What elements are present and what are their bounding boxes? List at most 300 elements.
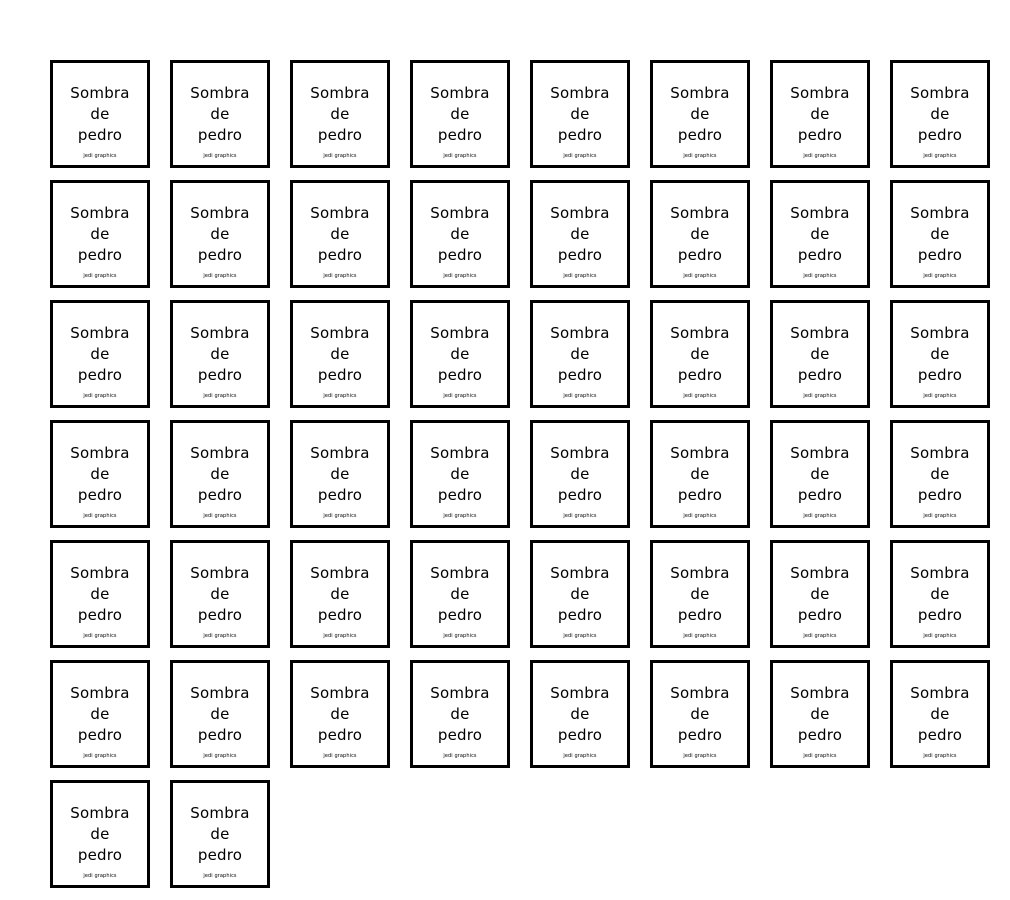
- card-footer-credit: jedi graphics: [323, 393, 357, 399]
- card[interactable]: [650, 300, 750, 408]
- card-title-line3: pedro: [677, 485, 723, 504]
- card-cell: [650, 420, 770, 540]
- card-title-line1: Sombra: [910, 443, 970, 462]
- card-title-line3: pedro: [797, 125, 843, 144]
- card-title-line2: de: [930, 224, 950, 243]
- card-title-line1: Sombra: [70, 683, 130, 702]
- card[interactable]: [170, 540, 270, 648]
- card-title-line3: pedro: [797, 365, 843, 384]
- card-cell: [410, 60, 530, 180]
- card-title-line1: Sombra: [550, 443, 610, 462]
- card-cell: [170, 540, 290, 660]
- card-footer-credit: jedi graphics: [803, 513, 837, 519]
- card-footer-credit: jedi graphics: [323, 753, 357, 759]
- card-title-line1: Sombra: [190, 443, 250, 462]
- card-title-line3: pedro: [317, 365, 363, 384]
- card[interactable]: [770, 660, 870, 768]
- card-title-line3: pedro: [557, 605, 603, 624]
- card-title-line2: de: [450, 344, 470, 363]
- card-cell: [170, 420, 290, 540]
- card-title-line1: Sombra: [70, 563, 130, 582]
- card-title-line2: de: [90, 104, 110, 123]
- card[interactable]: [170, 60, 270, 168]
- card-title-line1: Sombra: [70, 203, 130, 222]
- card-title-line2: de: [90, 704, 110, 723]
- card-title-line2: de: [450, 464, 470, 483]
- card-cell: [50, 660, 170, 780]
- card-title-line1: Sombra: [70, 83, 130, 102]
- card[interactable]: [290, 420, 390, 528]
- card-cell: [410, 180, 530, 300]
- card-footer-credit: jedi graphics: [323, 153, 357, 159]
- card[interactable]: [890, 180, 990, 288]
- card-footer-credit: jedi graphics: [83, 513, 117, 519]
- card-cell: [290, 180, 410, 300]
- card-title-line1: Sombra: [70, 323, 130, 342]
- card-footer-credit: jedi graphics: [683, 513, 717, 519]
- card-footer-credit: jedi graphics: [563, 393, 597, 399]
- card-title-line2: de: [810, 464, 830, 483]
- card-cell: [290, 300, 410, 420]
- card-title-line1: Sombra: [910, 83, 970, 102]
- card-title-line3: pedro: [917, 245, 963, 264]
- card-title-line1: Sombra: [790, 563, 850, 582]
- card-title-line3: pedro: [797, 605, 843, 624]
- card-title-line2: de: [690, 104, 710, 123]
- card[interactable]: [170, 660, 270, 768]
- card-footer-credit: jedi graphics: [923, 513, 957, 519]
- card-cell: [530, 420, 650, 540]
- card-cell: [290, 420, 410, 540]
- card-grid: [50, 60, 1010, 900]
- card-cell: [530, 60, 650, 180]
- card-title-line1: Sombra: [910, 683, 970, 702]
- card-title-line2: de: [810, 224, 830, 243]
- card-title-line2: de: [930, 584, 950, 603]
- card-title-line2: de: [570, 344, 590, 363]
- card[interactable]: [770, 60, 870, 168]
- card-footer-credit: jedi graphics: [923, 753, 957, 759]
- card-footer-credit: jedi graphics: [563, 513, 597, 519]
- card-footer-credit: jedi graphics: [83, 873, 117, 879]
- card-title-line3: pedro: [437, 365, 483, 384]
- card-title-line3: pedro: [917, 605, 963, 624]
- card-title-line2: de: [210, 344, 230, 363]
- card-cell: [290, 660, 410, 780]
- card-cell: [890, 60, 1010, 180]
- card-title-line2: de: [210, 584, 230, 603]
- card-title-line2: de: [90, 584, 110, 603]
- card-title-line2: de: [210, 104, 230, 123]
- card-title-line2: de: [210, 704, 230, 723]
- card-footer-credit: jedi graphics: [803, 393, 837, 399]
- card-cell: [890, 300, 1010, 420]
- card-cell: [410, 660, 530, 780]
- card-footer-credit: jedi graphics: [443, 633, 477, 639]
- card-title-line2: de: [330, 224, 350, 243]
- card-title-line2: de: [930, 464, 950, 483]
- card-cell: [170, 60, 290, 180]
- card-title-line2: de: [210, 224, 230, 243]
- card-cell: [50, 60, 170, 180]
- card-title-line2: de: [90, 344, 110, 363]
- card-cell: [410, 540, 530, 660]
- card-cell: [770, 180, 890, 300]
- card-title-line3: pedro: [797, 485, 843, 504]
- card-cell: [170, 780, 290, 900]
- card-title-line2: de: [450, 584, 470, 603]
- card-footer-credit: jedi graphics: [443, 153, 477, 159]
- card-cell: [650, 300, 770, 420]
- card-cell: [770, 60, 890, 180]
- card-title-line3: pedro: [557, 125, 603, 144]
- card-title-line3: pedro: [197, 485, 243, 504]
- card-title-line3: pedro: [317, 725, 363, 744]
- card-cell: [770, 420, 890, 540]
- card[interactable]: [530, 660, 630, 768]
- card-footer-credit: jedi graphics: [443, 513, 477, 519]
- card[interactable]: [170, 180, 270, 288]
- card-footer-credit: jedi graphics: [683, 153, 717, 159]
- card[interactable]: [50, 660, 150, 768]
- card-title-line3: pedro: [677, 245, 723, 264]
- card-title-line1: Sombra: [190, 83, 250, 102]
- card-footer-credit: jedi graphics: [203, 513, 237, 519]
- card-footer-credit: jedi graphics: [203, 633, 237, 639]
- card[interactable]: [530, 180, 630, 288]
- card-title-line1: Sombra: [550, 683, 610, 702]
- card-cell: [530, 540, 650, 660]
- card[interactable]: [50, 540, 150, 648]
- card-cell: [530, 300, 650, 420]
- card-title-line3: pedro: [197, 365, 243, 384]
- card-title-line2: de: [570, 704, 590, 723]
- card-footer-credit: jedi graphics: [443, 753, 477, 759]
- card[interactable]: [170, 420, 270, 528]
- card-title-line1: Sombra: [310, 443, 370, 462]
- card-title-line2: de: [90, 224, 110, 243]
- card-title-line3: pedro: [677, 725, 723, 744]
- card-footer-credit: jedi graphics: [803, 153, 837, 159]
- card-title-line3: pedro: [917, 485, 963, 504]
- card[interactable]: [650, 420, 750, 528]
- card-title-line3: pedro: [677, 365, 723, 384]
- card[interactable]: [170, 300, 270, 408]
- card-title-line1: Sombra: [670, 203, 730, 222]
- card-title-line1: Sombra: [310, 203, 370, 222]
- card[interactable]: [50, 420, 150, 528]
- card[interactable]: [50, 60, 150, 168]
- card-title-line3: pedro: [317, 125, 363, 144]
- card-footer-credit: jedi graphics: [923, 633, 957, 639]
- card-footer-credit: jedi graphics: [83, 153, 117, 159]
- card-title-line3: pedro: [77, 725, 123, 744]
- card[interactable]: [410, 540, 510, 648]
- card-title-line3: pedro: [437, 125, 483, 144]
- card-title-line3: pedro: [677, 125, 723, 144]
- card-cell: [770, 780, 890, 900]
- card-title-line3: pedro: [797, 725, 843, 744]
- card-cell: [50, 540, 170, 660]
- card-footer-credit: jedi graphics: [683, 273, 717, 279]
- card-title-line1: Sombra: [70, 803, 130, 822]
- card-title-line1: Sombra: [910, 563, 970, 582]
- card-title-line1: Sombra: [910, 203, 970, 222]
- card-title-line1: Sombra: [670, 683, 730, 702]
- card-title-line1: Sombra: [190, 323, 250, 342]
- card-title-line2: de: [930, 704, 950, 723]
- card-title-line3: pedro: [197, 725, 243, 744]
- card-title-line2: de: [690, 464, 710, 483]
- card-cell: [290, 780, 410, 900]
- card-title-line3: pedro: [437, 245, 483, 264]
- card-cell: [50, 180, 170, 300]
- card-footer-credit: jedi graphics: [683, 633, 717, 639]
- card-cell: [890, 420, 1010, 540]
- card-cell: [410, 780, 530, 900]
- card-title-line3: pedro: [77, 365, 123, 384]
- card-title-line2: de: [450, 104, 470, 123]
- card-title-line1: Sombra: [430, 83, 490, 102]
- card-title-line2: de: [570, 104, 590, 123]
- card-title-line1: Sombra: [550, 83, 610, 102]
- card-cell: [650, 60, 770, 180]
- card-title-line3: pedro: [437, 605, 483, 624]
- card[interactable]: [290, 60, 390, 168]
- card-title-line3: pedro: [677, 605, 723, 624]
- card-title-line2: de: [330, 584, 350, 603]
- card-title-line2: de: [930, 344, 950, 363]
- card[interactable]: [290, 300, 390, 408]
- card-title-line2: de: [570, 584, 590, 603]
- card-cell: [890, 780, 1010, 900]
- card-cell: [650, 660, 770, 780]
- card-title-line2: de: [570, 464, 590, 483]
- card-footer-credit: jedi graphics: [563, 633, 597, 639]
- card-title-line2: de: [690, 224, 710, 243]
- card-footer-credit: jedi graphics: [563, 753, 597, 759]
- card-footer-credit: jedi graphics: [683, 753, 717, 759]
- card[interactable]: [50, 780, 150, 888]
- card-title-line1: Sombra: [190, 683, 250, 702]
- card[interactable]: [290, 660, 390, 768]
- card-footer-credit: jedi graphics: [323, 633, 357, 639]
- card-title-line1: Sombra: [430, 323, 490, 342]
- card-title-line3: pedro: [197, 125, 243, 144]
- card-title-line2: de: [570, 224, 590, 243]
- card-title-line1: Sombra: [790, 683, 850, 702]
- card-title-line3: pedro: [77, 125, 123, 144]
- card[interactable]: [890, 420, 990, 528]
- card-title-line1: Sombra: [190, 563, 250, 582]
- card[interactable]: [50, 300, 150, 408]
- card[interactable]: [530, 420, 630, 528]
- card-title-line3: pedro: [917, 725, 963, 744]
- card-title-line1: Sombra: [190, 203, 250, 222]
- card-title-line3: pedro: [797, 245, 843, 264]
- card[interactable]: [50, 180, 150, 288]
- card-title-line3: pedro: [77, 485, 123, 504]
- card-cell: [650, 540, 770, 660]
- card-cell: [170, 180, 290, 300]
- card-title-line3: pedro: [197, 245, 243, 264]
- card-cell: [50, 420, 170, 540]
- card-cell: [410, 300, 530, 420]
- card-title-line3: pedro: [197, 845, 243, 864]
- card-footer-credit: jedi graphics: [83, 393, 117, 399]
- card-title-line3: pedro: [77, 605, 123, 624]
- card-title-line3: pedro: [317, 485, 363, 504]
- card-title-line2: de: [210, 824, 230, 843]
- card-title-line2: de: [330, 344, 350, 363]
- card-cell: [290, 540, 410, 660]
- card-cell: [890, 660, 1010, 780]
- card[interactable]: [530, 60, 630, 168]
- card-cell: [770, 660, 890, 780]
- card-footer-credit: jedi graphics: [923, 393, 957, 399]
- card-title-line1: Sombra: [550, 563, 610, 582]
- card-title-line2: de: [90, 824, 110, 843]
- card-cell: [530, 780, 650, 900]
- card-title-line2: de: [690, 584, 710, 603]
- card-title-line1: Sombra: [310, 683, 370, 702]
- card-title-line2: de: [810, 584, 830, 603]
- card[interactable]: [650, 180, 750, 288]
- card-title-line2: de: [810, 704, 830, 723]
- card-title-line2: de: [330, 464, 350, 483]
- card-footer-credit: jedi graphics: [443, 393, 477, 399]
- card-cell: [650, 780, 770, 900]
- card-title-line3: pedro: [77, 845, 123, 864]
- card[interactable]: [410, 420, 510, 528]
- card-cell: [890, 540, 1010, 660]
- card-footer-credit: jedi graphics: [443, 273, 477, 279]
- card-footer-credit: jedi graphics: [203, 753, 237, 759]
- card-title-line1: Sombra: [430, 203, 490, 222]
- card-title-line1: Sombra: [670, 443, 730, 462]
- card[interactable]: [170, 780, 270, 888]
- card-cell: [410, 420, 530, 540]
- card-title-line3: pedro: [197, 605, 243, 624]
- card-cell: [290, 60, 410, 180]
- card-cell: [770, 540, 890, 660]
- card-title-line2: de: [210, 464, 230, 483]
- card-cell: [50, 780, 170, 900]
- card[interactable]: [290, 540, 390, 648]
- card-title-line3: pedro: [557, 725, 603, 744]
- card-footer-credit: jedi graphics: [323, 513, 357, 519]
- card-title-line3: pedro: [917, 125, 963, 144]
- card-title-line3: pedro: [437, 725, 483, 744]
- card-title-line3: pedro: [77, 245, 123, 264]
- card-title-line1: Sombra: [310, 323, 370, 342]
- card-cell: [770, 300, 890, 420]
- card-cell: [890, 180, 1010, 300]
- card[interactable]: [410, 60, 510, 168]
- card-footer-credit: jedi graphics: [83, 633, 117, 639]
- card[interactable]: [770, 420, 870, 528]
- card-title-line1: Sombra: [790, 83, 850, 102]
- card-footer-credit: jedi graphics: [83, 273, 117, 279]
- card[interactable]: [530, 540, 630, 648]
- card-title-line3: pedro: [317, 605, 363, 624]
- card[interactable]: [290, 180, 390, 288]
- card-title-line1: Sombra: [550, 203, 610, 222]
- card-title-line2: de: [810, 104, 830, 123]
- card-title-line1: Sombra: [310, 83, 370, 102]
- card-cell: [530, 660, 650, 780]
- card-footer-credit: jedi graphics: [83, 753, 117, 759]
- card[interactable]: [410, 180, 510, 288]
- card-title-line1: Sombra: [670, 83, 730, 102]
- card-cell: [170, 300, 290, 420]
- card[interactable]: [530, 300, 630, 408]
- card-title-line1: Sombra: [790, 203, 850, 222]
- card-title-line1: Sombra: [430, 563, 490, 582]
- card-footer-credit: jedi graphics: [923, 273, 957, 279]
- card[interactable]: [650, 60, 750, 168]
- card-cell: [530, 180, 650, 300]
- card-footer-credit: jedi graphics: [683, 393, 717, 399]
- card-title-line2: de: [450, 224, 470, 243]
- card-title-line1: Sombra: [70, 443, 130, 462]
- card[interactable]: [770, 180, 870, 288]
- card-title-line3: pedro: [437, 485, 483, 504]
- card[interactable]: [410, 660, 510, 768]
- card-cell: [650, 180, 770, 300]
- card-title-line1: Sombra: [430, 443, 490, 462]
- card-title-line1: Sombra: [550, 323, 610, 342]
- card[interactable]: [410, 300, 510, 408]
- card-footer-credit: jedi graphics: [803, 273, 837, 279]
- card-title-line1: Sombra: [670, 323, 730, 342]
- card-footer-credit: jedi graphics: [803, 753, 837, 759]
- card-title-line2: de: [930, 104, 950, 123]
- card-title-line2: de: [810, 344, 830, 363]
- card-title-line1: Sombra: [430, 683, 490, 702]
- card[interactable]: [890, 300, 990, 408]
- card[interactable]: [890, 60, 990, 168]
- card-title-line2: de: [450, 704, 470, 723]
- card-title-line1: Sombra: [910, 323, 970, 342]
- card-title-line3: pedro: [557, 245, 603, 264]
- card-footer-credit: jedi graphics: [203, 393, 237, 399]
- card[interactable]: [770, 540, 870, 648]
- card-title-line2: de: [690, 704, 710, 723]
- card-title-line2: de: [330, 704, 350, 723]
- card-footer-credit: jedi graphics: [803, 633, 837, 639]
- card-footer-credit: jedi graphics: [923, 153, 957, 159]
- card-title-line3: pedro: [917, 365, 963, 384]
- card-footer-credit: jedi graphics: [203, 273, 237, 279]
- card[interactable]: [890, 540, 990, 648]
- card-title-line2: de: [690, 344, 710, 363]
- card-cell: [170, 660, 290, 780]
- card[interactable]: [650, 660, 750, 768]
- card-title-line2: de: [330, 104, 350, 123]
- card[interactable]: [650, 540, 750, 648]
- card-title-line3: pedro: [557, 485, 603, 504]
- card-footer-credit: jedi graphics: [323, 273, 357, 279]
- card-footer-credit: jedi graphics: [203, 873, 237, 879]
- card-footer-credit: jedi graphics: [563, 273, 597, 279]
- card-title-line1: Sombra: [310, 563, 370, 582]
- card[interactable]: [890, 660, 990, 768]
- card-title-line2: de: [90, 464, 110, 483]
- card-footer-credit: jedi graphics: [203, 153, 237, 159]
- card[interactable]: [770, 300, 870, 408]
- card-title-line3: pedro: [317, 245, 363, 264]
